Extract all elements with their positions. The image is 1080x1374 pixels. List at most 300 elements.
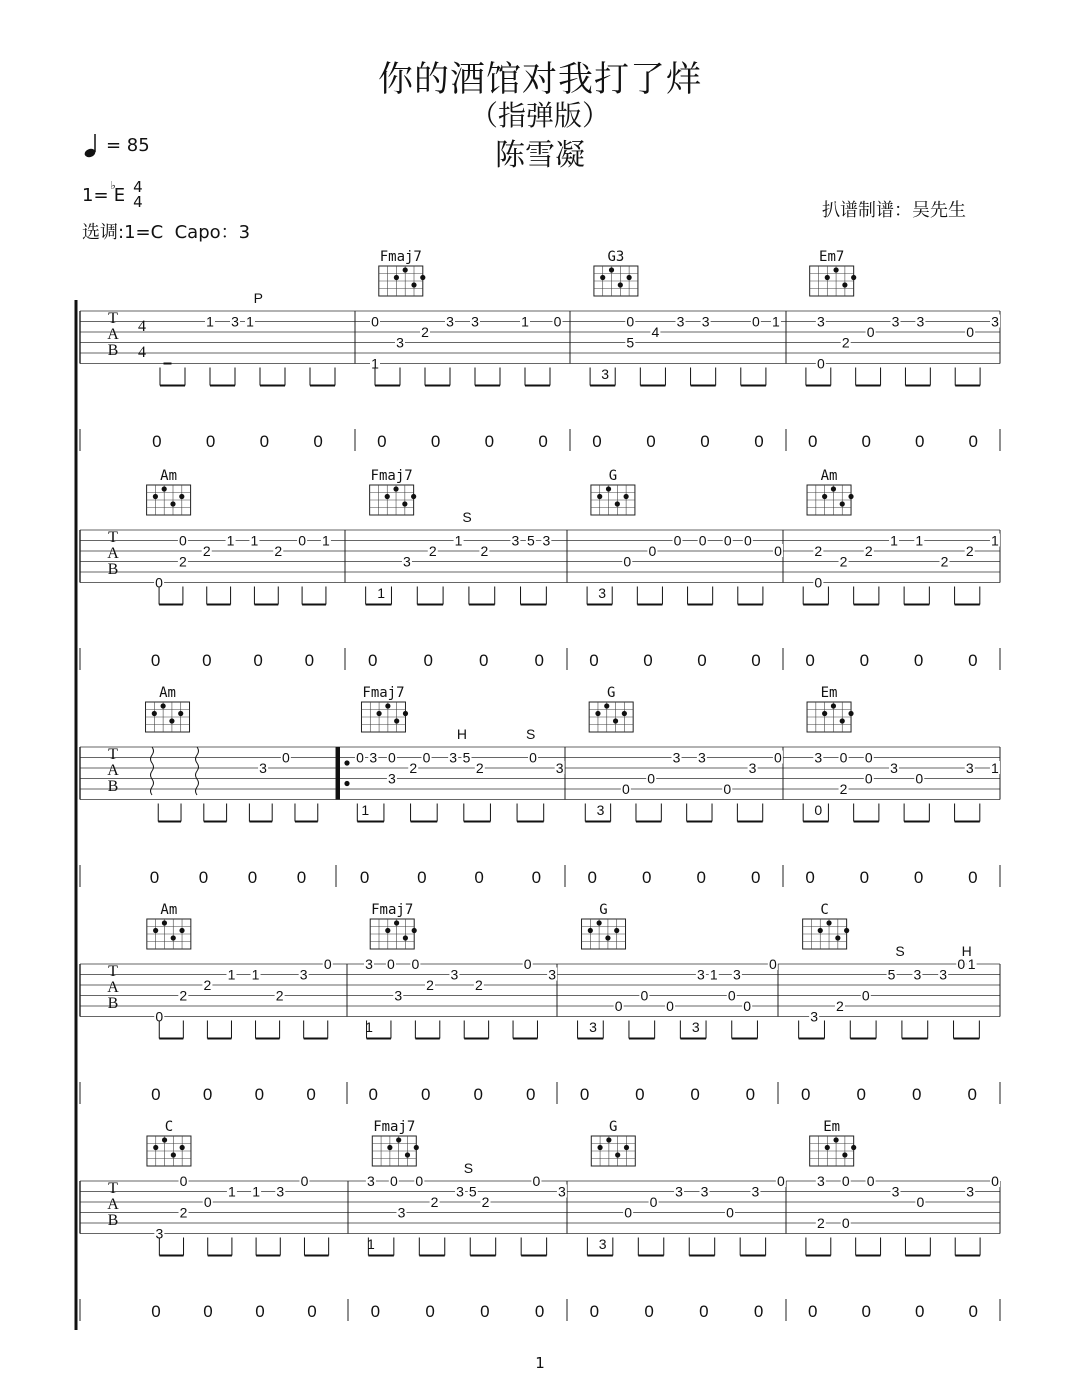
rhythm-digit: 0 [589, 651, 599, 670]
chord-diagram-dot [825, 1145, 830, 1150]
fret-number: 0 [371, 313, 379, 330]
fret-number: 3 [456, 1183, 464, 1200]
fret-number: 0 [623, 553, 632, 570]
fret-number: 3 [991, 313, 999, 330]
rhythm-digit: 0 [861, 1302, 871, 1321]
technique-mark: S [462, 509, 472, 525]
rhythm-digit: 0 [255, 1302, 265, 1321]
fret-number: 0 [723, 781, 732, 797]
fret-number: 1 [227, 966, 236, 983]
arpeggio-mark [151, 747, 154, 795]
chord-diagram-dot [831, 703, 836, 708]
rhythm-digit: 0 [150, 651, 161, 670]
fret-number: 0 [649, 1194, 658, 1210]
rhythm-digit: 0 [697, 651, 707, 670]
fret-number: 0 [957, 956, 966, 972]
tab-clef-letter: A [107, 1196, 119, 1213]
rhythm-digit: 0 [859, 651, 870, 670]
tab-system [80, 266, 1000, 451]
technique-mark: S [525, 726, 536, 742]
chord-diagram-dot [161, 703, 166, 708]
fret-number: 2 [421, 324, 429, 340]
fret-number: 3 [558, 1183, 566, 1200]
fret-number: 3 [511, 532, 520, 549]
chord-diagram-dot [169, 718, 174, 723]
fret-number: 2 [202, 543, 211, 559]
fret-number: 0 [768, 956, 777, 972]
rhythm-digit: 0 [646, 432, 656, 451]
tab-system [80, 485, 1000, 670]
rhythm-digit: 0 [421, 1085, 431, 1104]
rhythm-digit: 0 [805, 651, 815, 670]
fret-number: 3 [450, 966, 459, 983]
fret-number: 0 [523, 956, 532, 972]
fret-number: 0 [415, 1173, 424, 1189]
fret-number: 1 [890, 532, 898, 549]
chord-diagram-dot [822, 711, 827, 716]
fret-number: 0 [915, 770, 924, 787]
chord-diagram-dot [385, 928, 390, 933]
fret-number: 1 [377, 585, 386, 601]
fret-number: 2 [480, 543, 489, 559]
chord-diagram-dot [835, 935, 840, 940]
tab-clef-letter: A [107, 545, 119, 562]
fret-number: 2 [275, 987, 284, 1004]
chord-name: Fmaj7 [373, 1119, 416, 1135]
tab-clef-letter: T [108, 1180, 118, 1197]
chord-diagram-dot [394, 718, 399, 723]
fret-number: 0 [411, 956, 420, 972]
chord-diagram-dot [396, 1137, 401, 1142]
fret-number: 3 [542, 532, 551, 549]
fret-number: 0 [624, 1204, 633, 1221]
fret-number: 3 [601, 366, 610, 382]
rhythm-digit: 0 [968, 651, 978, 670]
rhythm-digit: 0 [643, 651, 653, 670]
fret-number: 0 [866, 1173, 875, 1189]
chord-diagram-dot [851, 275, 856, 280]
rhythm-digit: 0 [484, 432, 495, 451]
chord-diagram-dot [393, 486, 398, 491]
chord-diagram-dot [420, 275, 425, 280]
tab-clef-letter: B [107, 1212, 119, 1229]
rhythm-digit: 0 [307, 1302, 317, 1321]
fret-number: 0 [777, 1173, 785, 1189]
technique-mark: H [961, 943, 972, 959]
chord-diagram-dot [833, 1137, 838, 1142]
rhythm-digit: 0 [912, 1085, 922, 1104]
fret-number: 2 [481, 1194, 490, 1210]
rhythm-digit: 0 [151, 1302, 161, 1321]
fret-number: 3 [916, 313, 925, 330]
chord-diagram-dot [153, 1145, 158, 1150]
tab-clef-letter: A [107, 326, 119, 343]
tab-clef-letter: T [108, 310, 118, 327]
rhythm-digit: 0 [534, 651, 544, 670]
fret-number: 2 [179, 987, 188, 1004]
fret-number: 3 [939, 966, 948, 983]
fret-number: 3 [810, 1008, 819, 1025]
rhythm-digit: 0 [370, 1302, 381, 1321]
chord-diagram-dot [394, 920, 399, 925]
fret-number: 0 [532, 1173, 541, 1189]
chord-name: Em [820, 685, 838, 701]
rhythm-digit: 0 [745, 1085, 756, 1104]
rhythm-digit: 0 [202, 1085, 213, 1104]
fret-number: 3 [691, 1019, 700, 1035]
fret-number: 0 [323, 956, 332, 972]
fret-number: 3 [697, 966, 705, 983]
arpeggio-mark [196, 747, 199, 795]
chord-diagram-dot [840, 718, 845, 723]
rhythm-digit: 0 [151, 1085, 161, 1104]
rhythm-digit: 0 [753, 1302, 764, 1321]
fret-number: 3 [394, 987, 403, 1004]
chord-name: C [164, 1119, 174, 1135]
chord-diagram-dot [403, 711, 408, 716]
fret-number: 1 [252, 1183, 260, 1200]
fret-number: 0 [422, 749, 431, 766]
rhythm-digit: 0 [479, 651, 489, 670]
fret-number: 3 [598, 585, 607, 601]
fret-number: 5 [468, 1183, 477, 1200]
chord-diagram-dot [376, 711, 381, 716]
fret-number: 0 [841, 1215, 850, 1231]
fret-number: 5 [526, 532, 535, 549]
fret-number: 2 [274, 543, 283, 559]
rhythm-digit: 0 [642, 868, 652, 887]
rhythm-digit: 0 [152, 432, 162, 451]
fret-number: 2 [864, 543, 873, 559]
chord-diagram-dot [842, 1152, 847, 1157]
fret-number: 0 [553, 313, 562, 330]
rhythm-digit: 0 [690, 1085, 700, 1104]
rhythm-digit: 0 [259, 432, 270, 451]
fret-number: 1 [206, 313, 214, 330]
chord-diagram-dot [600, 275, 605, 280]
fret-number: 3 [913, 966, 922, 983]
fret-number: 0 [388, 749, 396, 766]
fret-number: 3 [816, 1173, 825, 1189]
fret-number: 0 [698, 532, 707, 549]
key-note: E [113, 184, 126, 206]
chord-diagram-dot [822, 494, 827, 499]
key-prefix: 1= [82, 184, 109, 206]
fret-number: 0 [864, 749, 873, 766]
chord-diagram-dot [171, 935, 176, 940]
fret-number: 2 [839, 781, 848, 797]
fret-number: 3 [446, 313, 454, 330]
technique-mark: H [456, 726, 468, 742]
tab-clef-letter: B [107, 995, 119, 1012]
fret-number: 3 [701, 313, 710, 330]
chord-diagram-dot [403, 935, 408, 940]
technique-mark: P [253, 290, 263, 306]
fret-number: 0 [179, 532, 187, 549]
rhythm-digit: 0 [754, 432, 764, 451]
fret-number: 0 [966, 324, 975, 340]
rhythm-digit: 0 [579, 1085, 590, 1104]
fret-number: 1 [772, 313, 780, 330]
chord-name: G [609, 1119, 618, 1135]
chord-name: G [608, 468, 618, 484]
fret-number: 3 [697, 749, 706, 766]
chord-diagram-dot [622, 711, 627, 716]
fret-number: 1 [361, 802, 370, 818]
artist-name: 陈雪凝 [495, 138, 585, 173]
rhythm-digit: 0 [808, 1302, 818, 1321]
technique-mark: S [463, 1160, 474, 1176]
chord-diagram-dot [179, 928, 184, 933]
chord-diagram-dot [411, 494, 416, 499]
chord-name: Fmaj7 [370, 468, 413, 484]
chord-diagram-dot [414, 1145, 419, 1150]
fret-number: 0 [640, 987, 649, 1004]
chord-diagram-dot [162, 920, 167, 925]
fret-number: 0 [281, 749, 290, 766]
fret-number: 0 [727, 987, 736, 1004]
repeat-dot [344, 781, 349, 786]
fret-number: 1 [228, 1183, 236, 1200]
rhythm-digit: 0 [149, 868, 160, 887]
fret-number: 3 [276, 1183, 285, 1200]
chord-diagram-dot [412, 928, 417, 933]
rhythm-digit: 0 [967, 1085, 977, 1104]
fret-number: 4 [651, 324, 660, 340]
chord-diagram-dot [825, 275, 830, 280]
tab-clef-letter: A [107, 979, 119, 996]
fret-number: 0 [743, 532, 752, 549]
chord-diagram-dot [153, 494, 158, 499]
fret-number: 3 [672, 749, 681, 766]
tuning-capo: 选调:1=C Capo：3 [82, 222, 251, 243]
fret-number: 3 [365, 956, 373, 972]
fret-number: 2 [409, 760, 418, 776]
fret-number: 0 [723, 532, 732, 549]
rhythm-digit: 0 [968, 432, 978, 451]
fret-number: 5 [462, 749, 471, 766]
chord-name: Am [159, 685, 176, 701]
rhythm-digit: 0 [859, 868, 870, 887]
chord-diagram-dot [618, 282, 623, 287]
fret-number: 3 [814, 749, 823, 766]
fret-number: 2 [816, 1215, 825, 1231]
rhythm-digit: 0 [425, 1302, 435, 1321]
chord-diagram-dot [385, 703, 390, 708]
chord-diagram-dot [170, 501, 175, 506]
chord-name: Am [160, 468, 178, 484]
chord-diagram-dot [595, 711, 600, 716]
chord-name: Fmaj7 [379, 249, 422, 265]
fret-number: 2 [965, 543, 974, 559]
fret-number: 0 [991, 1173, 999, 1189]
fret-number: 3 [965, 760, 974, 776]
fret-number: 2 [841, 334, 850, 351]
fret-number: 0 [155, 1008, 164, 1025]
chord-diagram-dot [624, 494, 629, 499]
rhythm-digit: 0 [417, 868, 427, 887]
chord-diagram-dot [162, 1137, 167, 1142]
chord-diagram-dot [597, 1145, 602, 1150]
rhythm-digit: 0 [808, 432, 818, 451]
chord-diagram-dot [842, 282, 847, 287]
fret-number: 2 [836, 998, 844, 1014]
rhythm-digit: 0 [253, 651, 263, 670]
chord-diagram-dot [402, 501, 407, 506]
chord-name: G3 [607, 249, 625, 265]
fret-number: 3 [816, 313, 825, 330]
fret-number: 2 [940, 553, 949, 570]
rhythm-digit: 0 [700, 432, 710, 451]
fret-number: 0 [666, 998, 674, 1014]
fret-number: 1 [322, 532, 330, 549]
rhythm-digit: 0 [531, 868, 542, 887]
chord-diagram-dot [818, 928, 823, 933]
fret-number: 3 [596, 802, 605, 818]
rhythm-digit: 0 [296, 868, 307, 887]
chord-name: Am [160, 902, 178, 918]
fret-number: 3 [675, 1183, 683, 1200]
fret-number: 2 [475, 760, 484, 776]
time-sig-bottom: 4 [133, 193, 143, 211]
rhythm-digit: 0 [473, 1085, 483, 1104]
chord-diagram-dot [848, 494, 853, 499]
song-subtitle: （指弹版） [469, 99, 610, 132]
fret-number: 0 [774, 749, 782, 766]
fret-number: 2 [179, 553, 187, 570]
fret-number: 1 [246, 313, 254, 330]
chord-diagram-dot [614, 928, 619, 933]
fret-number: 1 [367, 1236, 375, 1252]
fret-number: 0 [743, 998, 752, 1014]
fret-number: 3 [555, 760, 564, 776]
fret-number: 3 [548, 966, 557, 983]
rhythm-digit: 0 [202, 651, 212, 670]
tab-system [80, 919, 1000, 1104]
chord-diagram-dot [411, 282, 416, 287]
fret-number: 3 [891, 313, 900, 330]
rhythm-digit: 0 [915, 1302, 925, 1321]
fret-number: 0 [861, 987, 870, 1004]
fret-number: 3 [449, 749, 458, 766]
tab-system [80, 1136, 1000, 1321]
rhythm-digit: 0 [359, 868, 370, 887]
fret-number: 2 [426, 977, 434, 993]
fret-number: 1 [915, 532, 924, 549]
fret-number: 3 [676, 313, 685, 330]
chord-name: C [820, 902, 829, 918]
rhythm-digit: 0 [913, 651, 924, 670]
time-signature-digit: 4 [138, 344, 146, 361]
chord-diagram-dot [844, 928, 849, 933]
chord-diagram-dot [405, 1152, 410, 1157]
fret-number: 3 [259, 760, 267, 776]
chord-diagram-dot [179, 494, 184, 499]
rhythm-digit: 0 [805, 868, 815, 887]
fret-number: 1 [521, 313, 529, 330]
fret-number: 3 [966, 1183, 975, 1200]
fret-number: 1 [365, 1019, 373, 1035]
fret-number: 3 [700, 1183, 709, 1200]
fret-number: 2 [203, 977, 212, 993]
fret-number: 0 [814, 574, 823, 591]
fret-number: 0 [726, 1204, 734, 1221]
tab-clef-letter: A [107, 762, 119, 779]
fret-number: 3 [732, 966, 741, 983]
fret-number: 0 [839, 749, 848, 766]
repeat-dot [344, 760, 349, 765]
chord-diagram-dot [840, 501, 845, 506]
fret-number: 2 [839, 553, 848, 570]
tab-clef-letter: B [107, 342, 119, 359]
fret-number: 3 [155, 1225, 164, 1242]
chord-diagram-dot [605, 935, 610, 940]
fret-number: 0 [621, 781, 630, 797]
rhythm-digit: 0 [423, 651, 433, 670]
chord-diagram-dot [826, 920, 831, 925]
fret-number: 1 [250, 532, 259, 549]
rhythm-digit: 0 [696, 868, 706, 887]
chord-diagram-dot [848, 711, 853, 716]
rhythm-digit: 0 [968, 868, 978, 887]
fret-number: 3 [388, 770, 396, 787]
fret-number: 1 [991, 760, 999, 776]
fret-number: 1 [251, 966, 260, 983]
fret-number: 2 [474, 977, 483, 993]
fret-number: 3 [367, 1173, 375, 1189]
rhythm-digit: 0 [635, 1085, 645, 1104]
chord-diagram-dot [615, 1152, 620, 1157]
rhythm-digit: 0 [254, 1085, 265, 1104]
rhythm-digit: 0 [304, 651, 315, 670]
chord-name: Em [823, 1119, 841, 1135]
chord-diagram-dot [627, 275, 632, 280]
fret-number: 0 [203, 1194, 212, 1210]
chord-diagram-dot [833, 267, 838, 272]
fret-number: 3 [369, 749, 378, 766]
chord-diagram-dot [387, 1145, 392, 1150]
chord-name: Am [820, 468, 838, 484]
fret-number: 0 [647, 770, 656, 787]
chord-diagram-dot [624, 1145, 629, 1150]
fret-number: 0 [841, 1173, 850, 1189]
fret-number: 2 [430, 1194, 439, 1210]
fret-number: 1 [454, 532, 463, 549]
fret-number: 0 [774, 543, 782, 559]
rhythm-digit: 0 [856, 1085, 866, 1104]
fret-number: 0 [814, 802, 823, 818]
fret-number: 2 [179, 1204, 188, 1221]
fret-number: 3 [598, 1236, 607, 1252]
fret-number: 3 [403, 553, 411, 570]
fret-number: 0 [356, 749, 364, 766]
fret-number: 5 [887, 966, 896, 983]
rhythm-digit: 0 [801, 1085, 811, 1104]
rhythm-digit: 0 [205, 432, 216, 451]
tab-system [80, 702, 1000, 887]
transcriber-credit: 扒谱制谱：吴先生 [822, 200, 966, 221]
flat-sign: ♭ [110, 178, 116, 192]
fret-number: 0 [300, 1173, 309, 1189]
rhythm-digit: 0 [644, 1302, 654, 1321]
fret-number: 1 [991, 532, 999, 549]
rhythm-digit: 0 [915, 432, 925, 451]
chord-diagram-dot [606, 486, 611, 491]
fret-number: 3 [748, 760, 757, 776]
chord-diagram-dot [385, 494, 390, 499]
rhythm-digit: 0 [313, 432, 323, 451]
rhythm-digit: 0 [430, 432, 441, 451]
